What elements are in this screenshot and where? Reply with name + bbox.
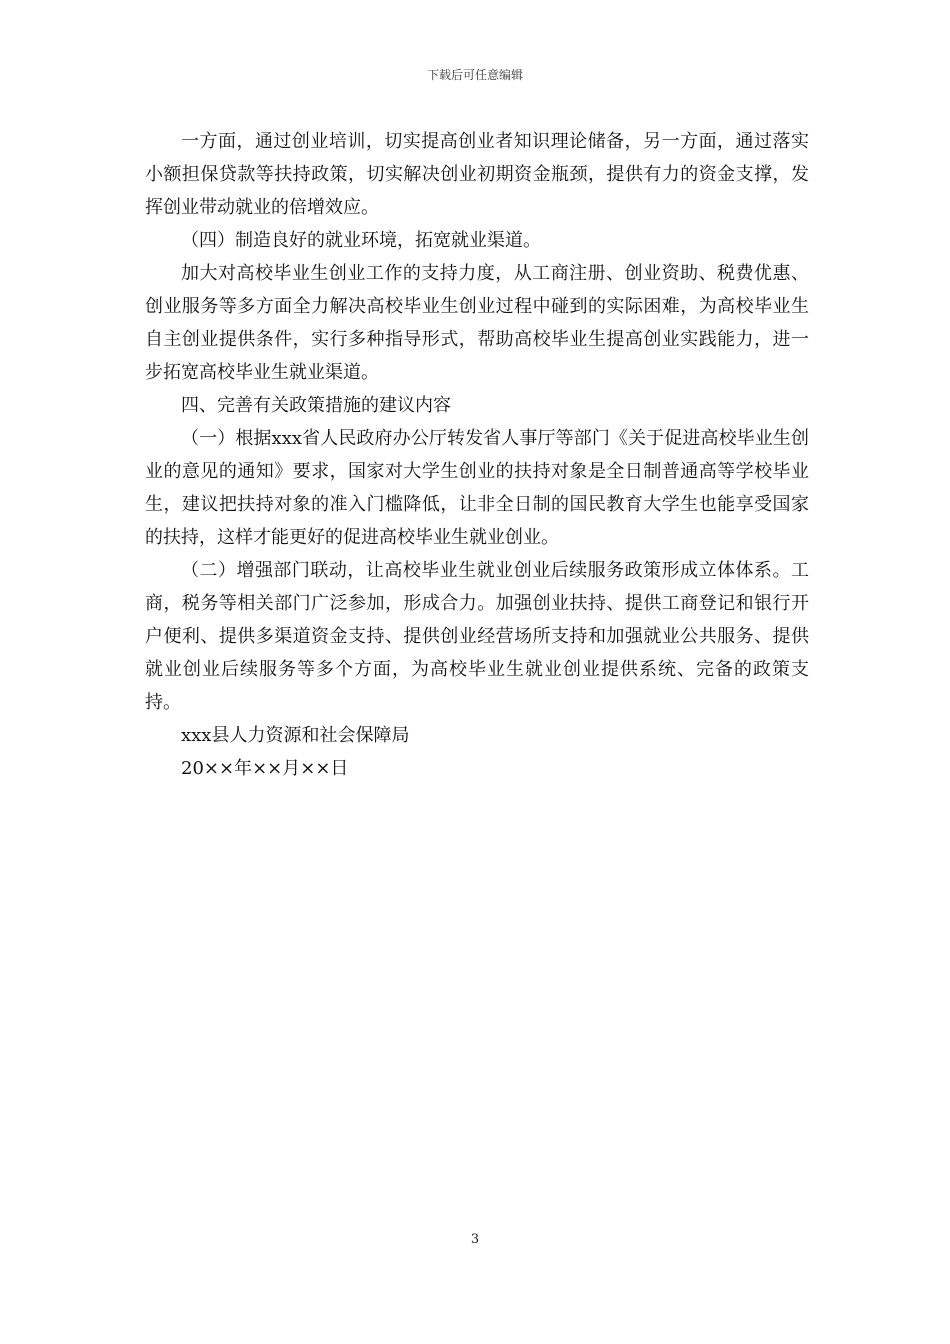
paragraph-suggestion-one: （一）根据xxx省人民政府办公厅转发省人事厅等部门《关于促进高校毕业生创业的意见的通知》要求，国家对大学生创业的扶持对象是全日制普通高等学校毕业生，建议把扶持对象的准入门槛降低，让非全日制的国民教育大学生也能享受国家的扶持，这样才能更好的促进高校毕业生就业创业。 [145, 428, 809, 548]
document-body [145, 125, 809, 785]
signature-organization: xxx县人力资源和社会保障局 [181, 725, 410, 746]
page-number: 3 [470, 1232, 480, 1247]
paragraph-suggestion-two: （二）增强部门联动，让高校毕业生就业创业后续服务政策形成立体体系。工商，税务等相关部门广泛参加，形成合力。加强创业扶持、提供工商登记和银行开户便利、提供多渠道资金支持、提供创业经营场所支持和加强就业公共服务、提供就业创业后续服务等多个方面，为高校毕业生就业创业提供系统、完备的政策支持。 [145, 560, 809, 713]
paragraph-funding-support: 一方面，通过创业培训，切实提高创业者知识理论储备，另一方面，通过落实小额担保贷款等扶持政策，切实解决创业初期资金瓶颈，提供有力的资金支撑，发挥创业带动就业的倍增效应。 [145, 131, 809, 218]
page-header: 下载后可任意编辑 [426, 68, 523, 82]
section-heading-policy-suggestions: 四、完善有关政策措施的建议内容 [181, 395, 451, 416]
signature-date: 20××年××月××日 [181, 758, 349, 779]
section-heading-employment-environment: （四）制造良好的就业环境，拓宽就业渠道。 [181, 230, 541, 251]
paragraph-entrepreneurship-support: 加大对高校毕业生创业工作的支持力度，从工商注册、创业资助、税费优惠、创业服务等多方面全力解决高校毕业生创业过程中碰到的实际困难，为高校毕业生自主创业提供条件，实行多种指导形式，帮助高校毕业生提高创业实践能力，进一步拓宽高校毕业生就业渠道。 [145, 263, 809, 383]
